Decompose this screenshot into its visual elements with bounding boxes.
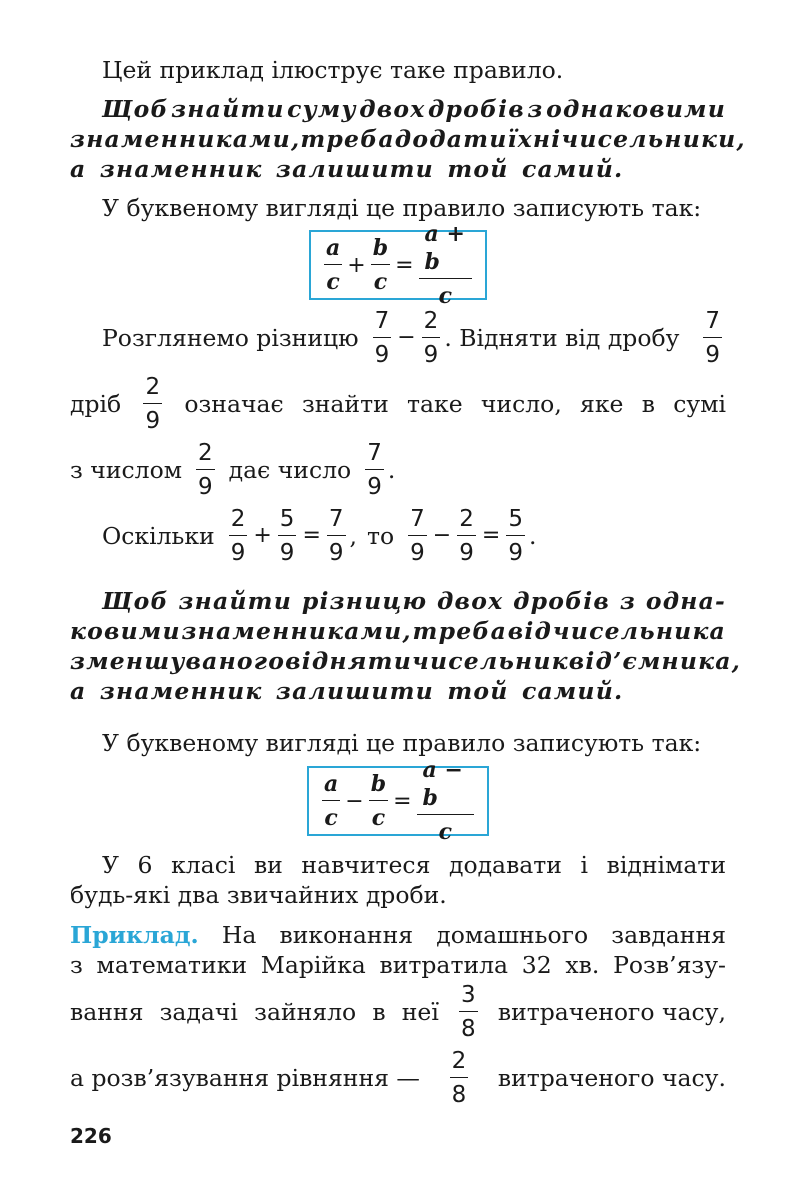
- text: хв.: [565, 951, 600, 979]
- text: домашнього: [436, 921, 589, 949]
- example-line2: [70, 950, 726, 980]
- letter-form-intro-2: У буквеному вигляді це правило записують так:: [102, 729, 702, 757]
- text: Оскільки: [102, 522, 215, 550]
- fraction-7-9: $\frac{7}{9}$: [374, 308, 390, 368]
- text: дріб: [70, 390, 122, 418]
- rule-word: той: [447, 677, 509, 705]
- fraction-sum-over-c: $\frac{a + b}{c}$: [419, 220, 472, 310]
- rule2-line4: [70, 676, 726, 706]
- rule-word: їхні: [507, 125, 562, 153]
- text: сумі: [673, 390, 726, 418]
- example-line3: [70, 982, 726, 1042]
- fraction-a-over-c: $\frac{a}{c}$: [326, 235, 341, 295]
- text: вання: [70, 998, 144, 1026]
- text: з: [70, 951, 83, 979]
- text: віднімати: [606, 851, 726, 879]
- rule-word: додати: [394, 125, 508, 153]
- text: витраченого часу,: [497, 998, 726, 1026]
- text: і: [580, 851, 589, 879]
- text: ,: [349, 522, 357, 550]
- subtraction-formula-box: [307, 757, 489, 845]
- fraction-7-9: $\frac{7}{9}$: [367, 440, 382, 500]
- rule-word: самий.: [521, 677, 624, 705]
- fraction-5-9: $\frac{5}{9}$: [508, 506, 523, 566]
- text: На: [221, 921, 257, 949]
- equals-sign: =: [302, 523, 321, 548]
- grade6-line1: [102, 850, 726, 880]
- since-line: [102, 506, 726, 566]
- fraction-3-8: $\frac{3}{8}$: [461, 982, 476, 1042]
- rule2-line3: [70, 646, 742, 676]
- fraction-b-over-c: $\frac{b}{c}$: [370, 771, 387, 831]
- fraction-7-9: $\frac{7}{9}$: [705, 308, 720, 368]
- equals-sign: =: [395, 252, 414, 278]
- text: в: [372, 998, 386, 1026]
- text: виконання: [279, 921, 414, 949]
- text: а розв’язування рівняння —: [70, 1064, 420, 1092]
- rule-word: той: [447, 155, 509, 183]
- fraction-2-9: $\frac{2}{9}$: [423, 308, 439, 368]
- rule2-line1: [70, 586, 726, 616]
- intro-sentence: Цей приклад ілюструє таке правило.: [102, 56, 564, 84]
- text: витратила: [379, 951, 509, 979]
- fraction-a-over-c: $\frac{a}{c}$: [324, 771, 339, 831]
- fraction-2-9: $\frac{2}{9}$: [198, 440, 213, 500]
- text: Розв’язу-: [613, 951, 726, 979]
- fraction-2-9: $\frac{2}{9}$: [145, 374, 161, 434]
- rule-word: чисельники,: [561, 125, 746, 153]
- rule-word: відняти: [285, 647, 412, 675]
- text: 6: [137, 851, 153, 879]
- example-line1: [70, 920, 726, 950]
- rule-word: а: [70, 155, 87, 183]
- text: У: [102, 851, 119, 879]
- rule-word: ковими: [70, 617, 181, 645]
- rule-word: знаменниками,: [181, 617, 412, 645]
- text: число,: [480, 390, 562, 418]
- rule-word: від: [507, 617, 553, 645]
- plus-sign: +: [347, 252, 366, 278]
- text: .: [528, 522, 537, 550]
- text: з числом: [70, 456, 183, 484]
- text: дає число: [228, 456, 352, 484]
- rule1-line2: [70, 124, 746, 154]
- fraction-b-over-c: $\frac{b}{c}$: [372, 235, 389, 295]
- rule1-line3: [70, 154, 726, 184]
- text: додавати: [448, 851, 562, 879]
- rule-word: залишити: [275, 155, 434, 183]
- rule-word: чисельник: [412, 647, 569, 675]
- text: яке: [580, 390, 624, 418]
- rule-word: з: [619, 587, 637, 615]
- text: таке: [407, 390, 463, 418]
- rule-word: одна-: [645, 587, 726, 615]
- text: . Відняти від дробу: [444, 324, 680, 352]
- minus-sign: −: [432, 523, 452, 548]
- rule-word: зменшуваного: [70, 647, 286, 675]
- difference-line: [102, 308, 726, 368]
- text: 32: [521, 951, 552, 979]
- rule2-line2: [70, 616, 726, 646]
- text: математики: [96, 951, 248, 979]
- rule-word: з: [527, 95, 544, 123]
- equals-sign: =: [481, 523, 501, 548]
- rule-word: дробів: [427, 95, 525, 123]
- fraction-7-9: $\frac{7}{9}$: [410, 506, 425, 566]
- plus-sign: +: [253, 523, 272, 548]
- text: задачі: [159, 998, 238, 1026]
- rule-word: дробів: [513, 587, 611, 615]
- with-number-line: [70, 440, 726, 500]
- rule-word: а: [70, 677, 87, 705]
- page-number: 226: [70, 1124, 112, 1148]
- fraction-meaning-line: [70, 374, 726, 434]
- rule-word: двох: [437, 587, 504, 615]
- fraction-2-9: $\frac{2}{9}$: [230, 506, 246, 566]
- letter-form-intro: У буквеному вигляді це правило записують так:: [102, 194, 702, 222]
- rule-word: двох: [359, 95, 426, 123]
- rule-word: знайти: [171, 95, 285, 123]
- rule-word: однаковими: [546, 95, 726, 123]
- rule-word: від’ємника,: [568, 647, 742, 675]
- equals-sign: =: [393, 788, 412, 814]
- text: Марійка: [260, 951, 366, 979]
- text: класі: [171, 851, 236, 879]
- text: то: [367, 522, 395, 550]
- text: навчитеся: [301, 851, 431, 879]
- text: неї: [401, 998, 439, 1026]
- text: витраченого часу.: [497, 1064, 726, 1092]
- rule-word: знаменниками,: [70, 125, 301, 153]
- rule-word: самий.: [521, 155, 624, 183]
- rule1-line1: [70, 94, 726, 124]
- rule-word: суму: [287, 95, 357, 123]
- rule-word: знаменник: [99, 155, 263, 183]
- rule-word: залишити: [275, 677, 434, 705]
- addition-formula-box: [309, 221, 487, 309]
- text: ви: [253, 851, 283, 879]
- minus-sign: −: [345, 788, 364, 814]
- rule-word: Щоб: [102, 587, 169, 615]
- difference-expression: [102, 307, 679, 369]
- fraction-diff-over-c: $\frac{a - b}{c}$: [417, 756, 474, 846]
- rule-word: чисельника: [552, 617, 726, 645]
- text: .: [387, 456, 396, 484]
- rule-word: треба: [412, 617, 507, 645]
- example-line4: [70, 1048, 726, 1108]
- text: Розглянемо різницю: [102, 324, 359, 352]
- text: зайняло: [254, 998, 357, 1026]
- fraction-2-9: $\frac{2}{9}$: [459, 506, 474, 566]
- text: завдання: [611, 921, 726, 949]
- text: знайти: [301, 390, 389, 418]
- rule-word: знаменник: [99, 677, 263, 705]
- grade6-line2: будь-які два звичайних дроби.: [70, 881, 447, 909]
- fraction-2-8: $\frac{2}{8}$: [451, 1048, 467, 1108]
- fraction-7-9: $\frac{7}{9}$: [328, 506, 344, 566]
- fraction-5-9: $\frac{5}{9}$: [279, 506, 295, 566]
- rule-word: Щоб: [102, 95, 169, 123]
- text: в: [641, 390, 655, 418]
- minus-sign: −: [397, 325, 416, 350]
- text: означає: [184, 390, 284, 418]
- rule-word: знайти: [178, 587, 293, 615]
- rule-word: різницю: [301, 587, 428, 615]
- example-label: Приклад.: [70, 921, 199, 949]
- rule-word: треба: [300, 125, 395, 153]
